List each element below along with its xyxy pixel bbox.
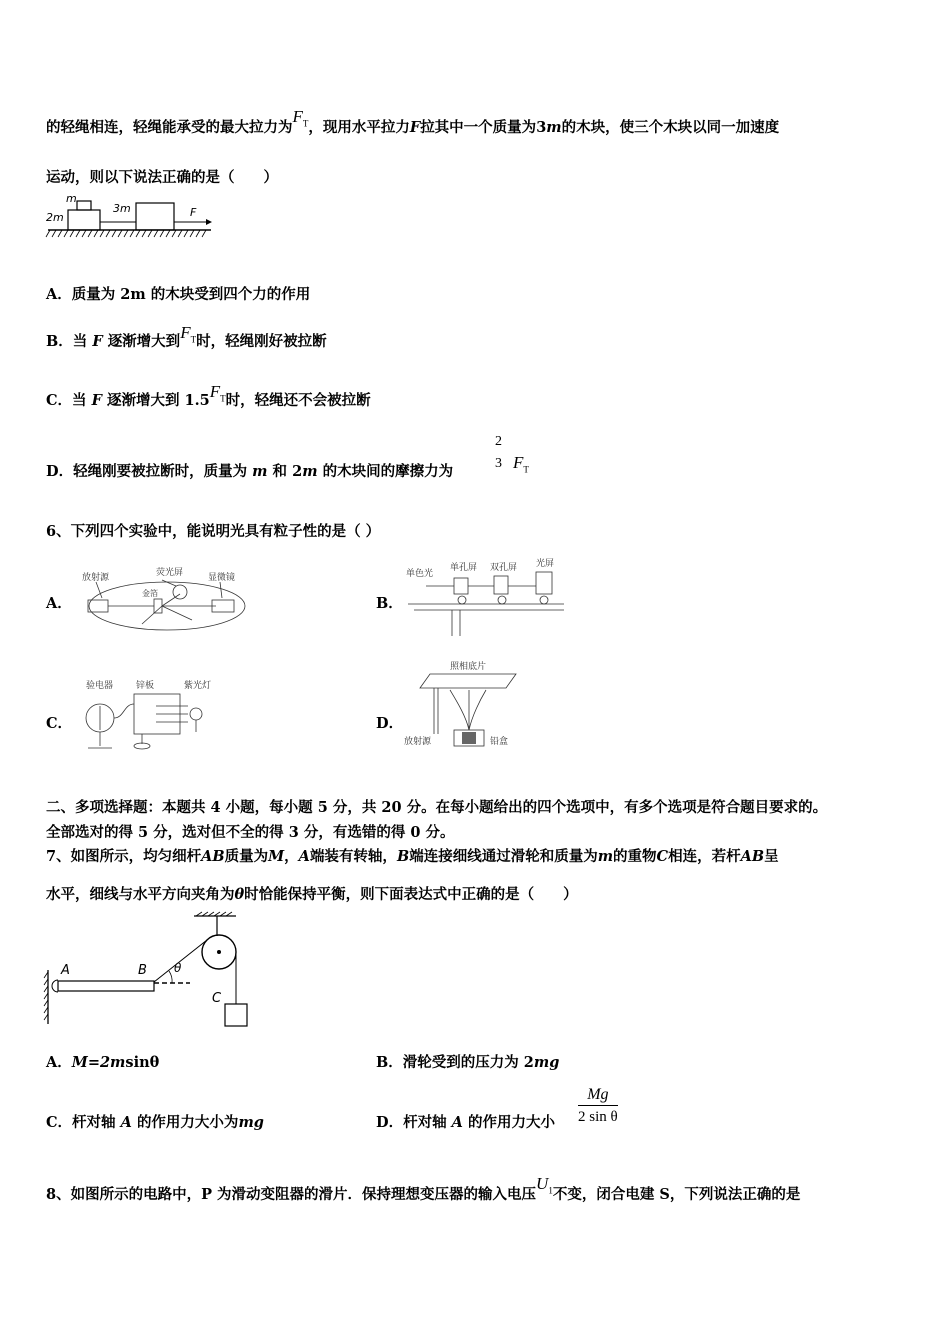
section2-header-line1: 二、多项选择题：本题共 4 小题，每小题 5 分，共 20 分。在每小题给出的四个选项中，有多个选项是符合题目要求的。 <box>46 799 828 816</box>
q6-option-c-label[interactable]: C． <box>46 715 73 732</box>
svg-text:单色光: 单色光 <box>406 569 434 579</box>
svg-text:荧光屏: 荧光屏 <box>156 568 184 578</box>
svg-text:验电器: 验电器 <box>86 681 114 691</box>
label-2m: 2m <box>46 211 64 224</box>
svg-text:显微镜: 显微镜 <box>208 573 236 583</box>
q5-blocks-figure <box>46 192 216 244</box>
label-theta: θ <box>174 961 182 975</box>
svg-text:双孔屏: 双孔屏 <box>490 563 518 573</box>
ft-symbol: $F_T$ <box>180 323 197 345</box>
svg-text:光屏: 光屏 <box>536 559 555 569</box>
ft-symbol: $F_T$ <box>292 107 309 129</box>
q5-stem-line1: 的轻绳相连，轻绳能承受的最大拉力为$F_T$，现用水平拉力F拉其中一个质量为3m的木块，使三个木块以同一加速度 <box>46 107 780 136</box>
q8-stem: 8、如图所示的电路中，P 为滑动变阻器的滑片．保持理想变压器的输入电压$U_1$不变，闭合电建 S，下列说法正确的是 <box>46 1174 801 1203</box>
label-c: C <box>212 991 222 1006</box>
q6-option-a-label[interactable]: A． <box>46 595 72 612</box>
label-b: B <box>138 963 147 978</box>
svg-text:金箔: 金箔 <box>142 589 158 598</box>
q7-option-d-fraction: $\frac{Mg}{\text{2 sin θ}}$ <box>578 1086 618 1125</box>
q5-stem-line2: 运动，则以下说法正确的是（ ） <box>46 169 278 186</box>
q6-option-d-label[interactable]: D． <box>376 715 404 732</box>
rod-ab <box>58 981 154 991</box>
q5-option-c: C．当 F 逐渐增大到 $1.5F_T$时，轻绳还不会被拉断 <box>46 382 371 409</box>
svg-text:紫光灯: 紫光灯 <box>184 681 212 691</box>
q7-rod-pulley-figure <box>44 912 254 1028</box>
u1-symbol: $U_1$ <box>536 1174 553 1196</box>
q6-figure-c-photoelectric[interactable] <box>80 676 230 754</box>
block-3m <box>136 203 174 230</box>
q7-option-c: C．杆对轴 A 的作用力大小为mg <box>46 1114 264 1131</box>
section2-header-line2: 全部选对的得 5 分，选对但不全的得 3 分，有选错的得 0 分。 <box>46 824 455 841</box>
svg-text:放射源: 放射源 <box>82 573 110 583</box>
label-3m: 3m <box>113 202 131 215</box>
svg-text:放射源: 放射源 <box>404 737 432 747</box>
q6-figure-b-double-slit[interactable] <box>406 558 566 638</box>
block-2m <box>68 210 100 230</box>
q7-stem-line1: 7、如图所示，均匀细杆AB质量为M，A端装有转轴，B端连接细线通过滑轮和质量为m的重物C相连，若杆AB呈 <box>46 848 779 865</box>
q7-option-b: B．滑轮受到的压力为 2mg <box>376 1054 560 1071</box>
q5-option-d: D．轻绳刚要被拉断时，质量为 m 和 2m 的木块间的摩擦力为 <box>46 463 454 480</box>
q7-stem-line2: 水平，细线与水平方向夹角为θ时恰能保持平衡，则下面表达式中正确的是（ ） <box>46 886 578 903</box>
q6-figure-d-radiation[interactable] <box>404 658 524 754</box>
block-m <box>77 201 91 210</box>
weight-c <box>225 1004 247 1026</box>
q5-option-d-ft: $F_T$ <box>513 453 529 475</box>
q5-option-a: A．质量为 2m 的木块受到四个力的作用 <box>46 286 311 303</box>
q7-option-d: D．杆对轴 A 的作用力大小 <box>376 1114 555 1131</box>
svg-text:照相底片: 照相底片 <box>450 662 487 672</box>
svg-text:锌板: 锌板 <box>136 681 155 691</box>
label-a: A <box>61 963 70 978</box>
q6-figure-a-alpha-scattering[interactable] <box>82 564 248 634</box>
label-F: F <box>190 206 197 219</box>
q6-stem: 6、下列四个实验中，能说明光具有粒子性的是（ ） <box>46 523 381 540</box>
label-m: m <box>66 192 77 205</box>
q5-option-b: B．当 F 逐渐增大到$F_T$时，轻绳刚好被拉断 <box>46 323 327 350</box>
svg-text:单孔屏: 单孔屏 <box>450 563 478 573</box>
svg-text:铅盒: 铅盒 <box>490 737 509 747</box>
ft-symbol: $F_T$ <box>209 382 226 404</box>
q5-option-d-fraction: 2 3 <box>495 434 502 471</box>
q7-option-a: A．M=2msinθ <box>46 1054 160 1071</box>
q6-option-b-label[interactable]: B． <box>376 595 403 612</box>
